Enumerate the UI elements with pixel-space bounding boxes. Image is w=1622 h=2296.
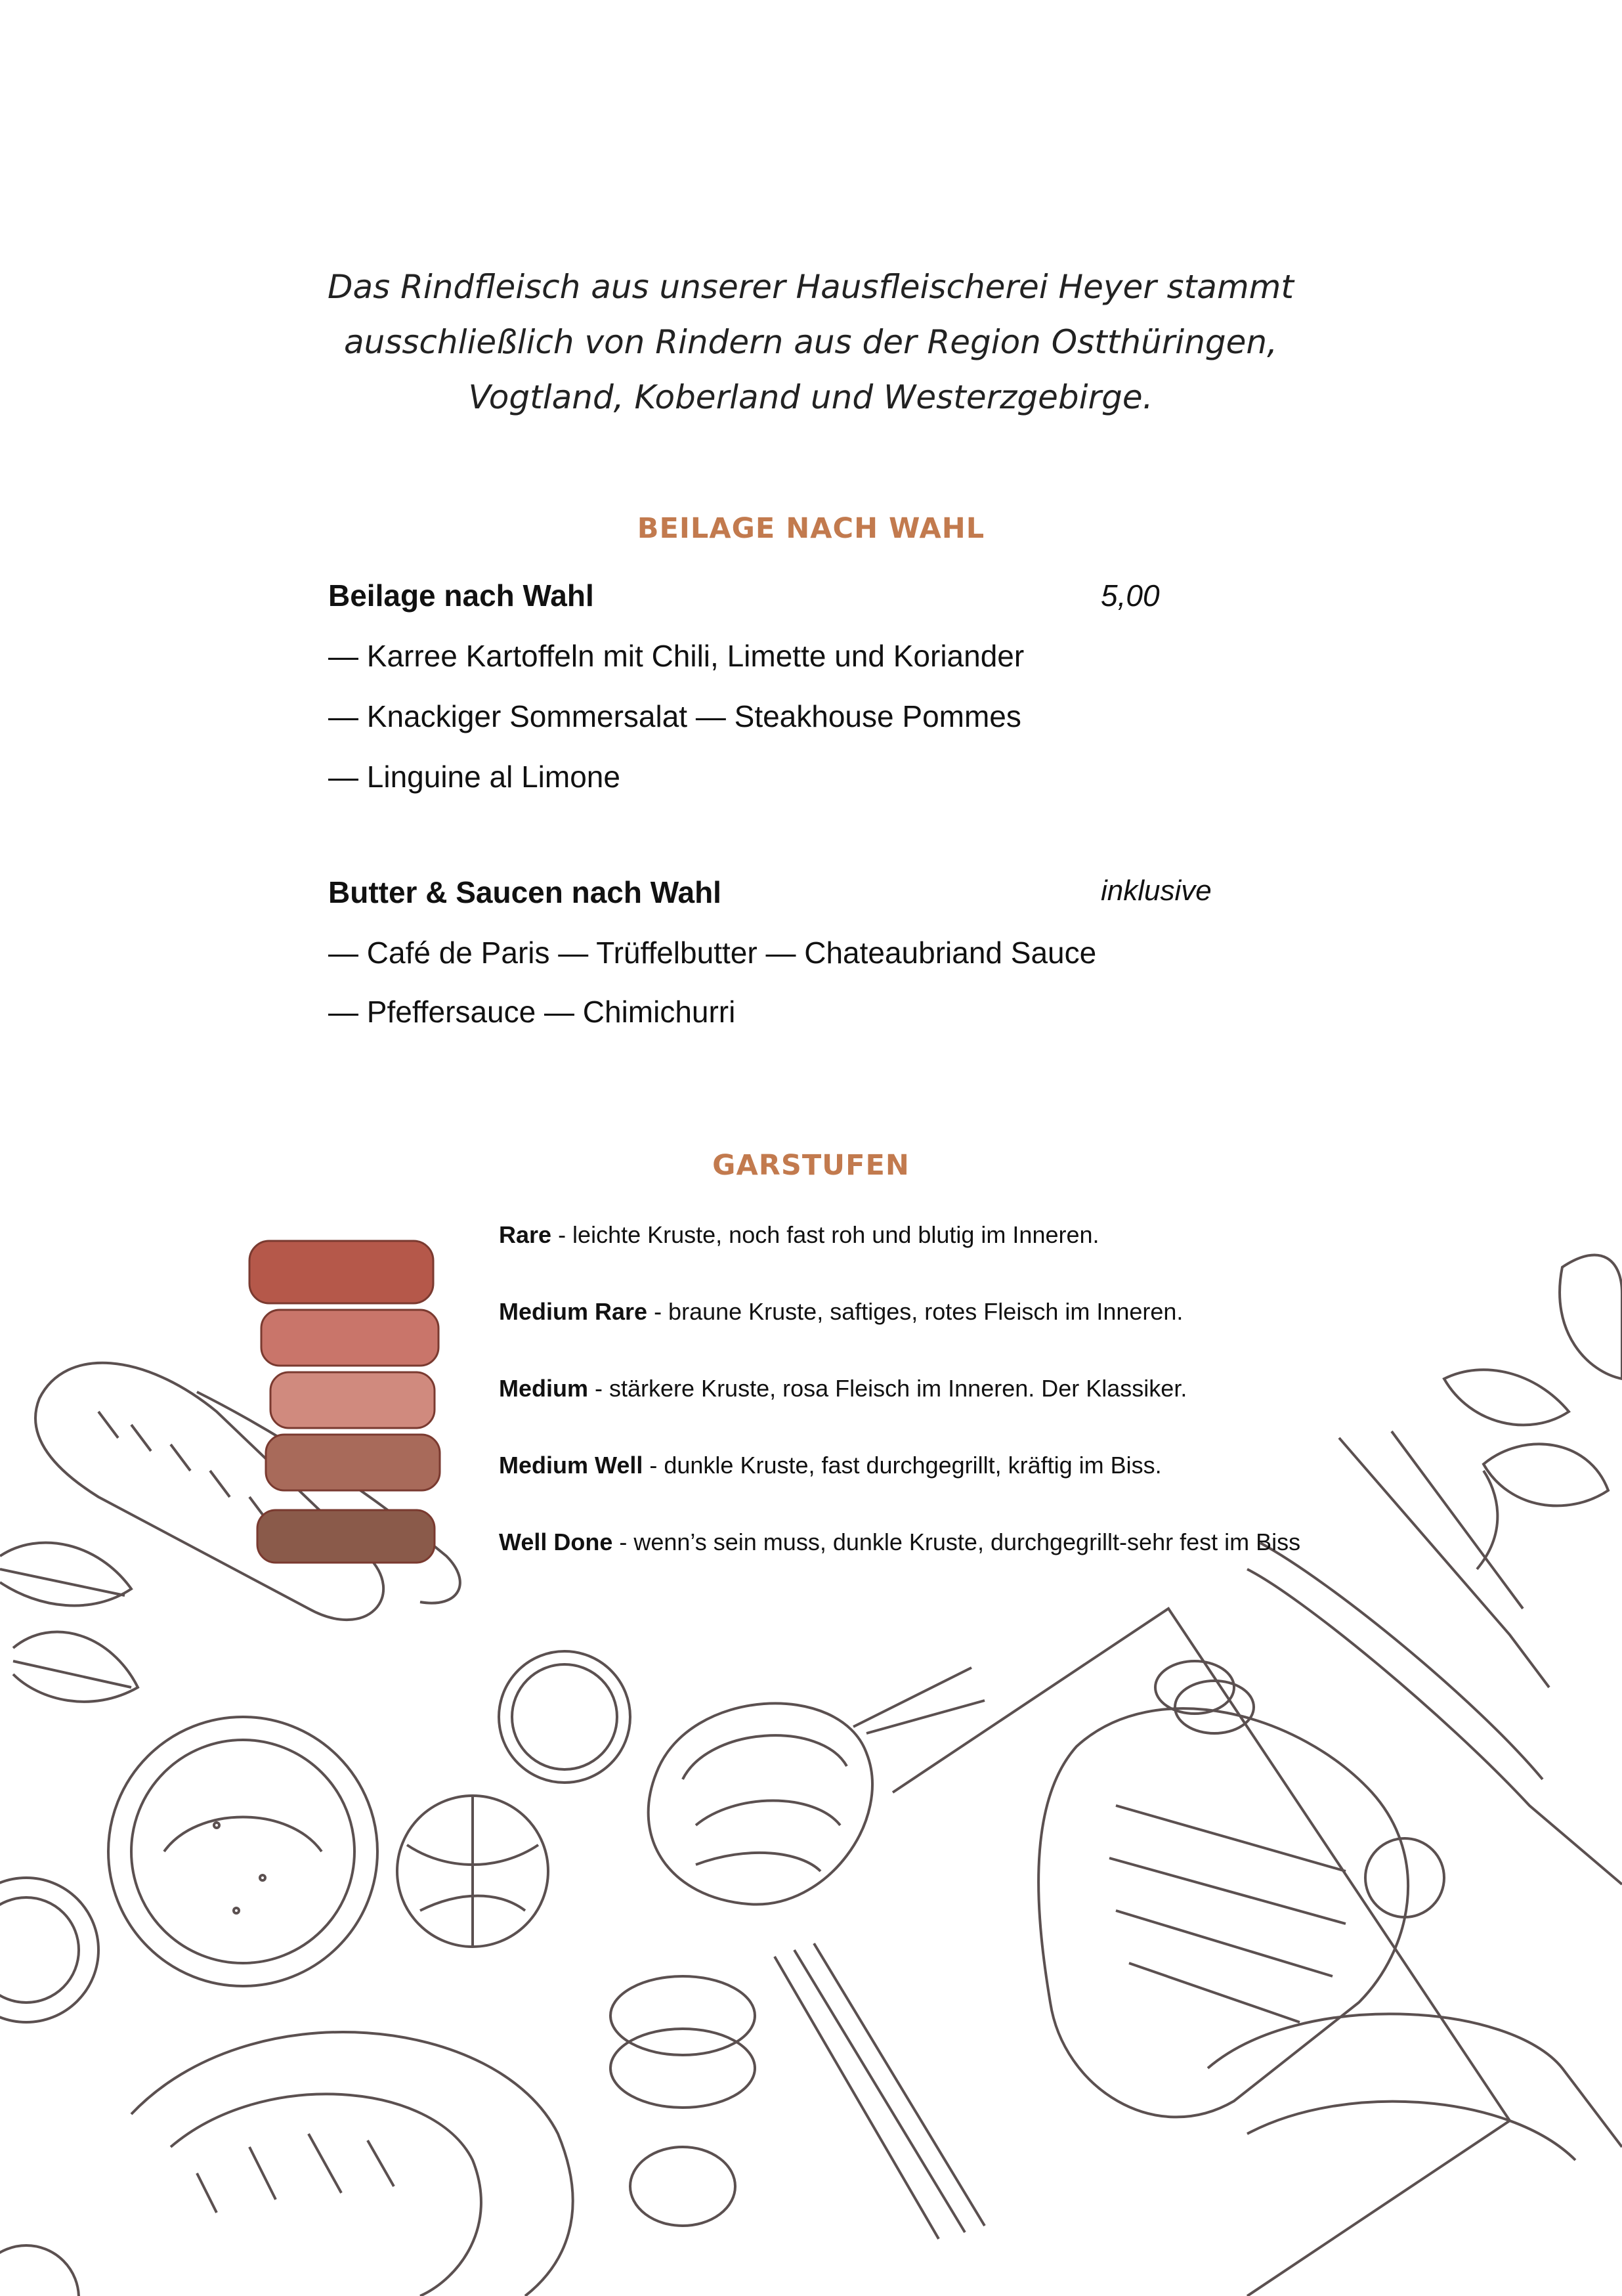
sauce-option: — Pfeffersauce — Chimichurri <box>328 995 736 1029</box>
beilage-heading: BEILAGE NACH WAHL <box>637 512 985 545</box>
plate-steak-icon <box>131 2032 573 2296</box>
intro-line: Das Rindfleisch aus unserer Hausfleischerei Heyer stammt <box>328 268 1294 306</box>
knife-icon <box>1247 1543 1622 1884</box>
doneness-item <box>499 1298 1183 1326</box>
zucchini-slices-icon <box>610 1976 755 2226</box>
steak-medium-rare <box>261 1310 438 1366</box>
sauce-price: inklusive <box>1101 875 1212 907</box>
doneness-name: Well Done <box>499 1528 613 1555</box>
beilage-option: — Linguine al Limone <box>328 760 620 794</box>
green-beans-icon <box>775 1943 985 2239</box>
tomato-icon <box>0 1838 1444 2296</box>
doneness-item <box>499 1452 1162 1479</box>
steak-rare <box>249 1241 433 1303</box>
lemon-icon <box>499 1651 630 1783</box>
doneness-name: Medium Rare <box>499 1298 648 1325</box>
doneness-desc: - stärkere Kruste, rosa Fleisch im Inneren. Der Klassiker. <box>588 1375 1187 1402</box>
intro-line: Vogtland, Koberland und Westerzgebirge. <box>468 378 1153 416</box>
doneness-desc: - wenn’s sein muss, dunkle Kruste, durchgegrillt-sehr fest im Biss <box>612 1528 1301 1555</box>
doneness-name: Medium Well <box>499 1452 643 1479</box>
sauce-title: Butter & Saucen nach Wahl <box>328 875 721 909</box>
sauce-bowl-icon <box>108 1717 377 1986</box>
beilage-title: Beilage nach Wahl <box>328 578 594 613</box>
sauce-option: — Café de Paris — Trüffelbutter — Chateaubriand Sauce <box>328 936 1097 970</box>
beilage-option: — Karree Kartoffeln mit Chili, Limette und Koriander <box>328 639 1025 673</box>
doneness-name: Medium <box>499 1375 589 1402</box>
doneness-name: Rare <box>499 1221 552 1248</box>
basil-leaves-icon <box>0 1543 138 1702</box>
carving-fork-icon <box>1339 1431 1549 1687</box>
steak-medium-well <box>266 1435 440 1490</box>
doneness-desc: - leichte Kruste, noch fast roh und blutig im Inneren. <box>551 1221 1099 1248</box>
doneness-desc: - dunkle Kruste, fast durchgegrillt, kräftig im Biss. <box>643 1452 1162 1479</box>
beilage-price: 5,00 <box>1101 578 1160 613</box>
doneness-item <box>499 1528 1300 1556</box>
steak-well-done <box>257 1510 435 1563</box>
doneness-item <box>499 1221 1099 1249</box>
basil-leaves-icon <box>1444 1255 1622 1505</box>
garstufen-heading: GARSTUFEN <box>712 1149 910 1182</box>
cutting-board-icon <box>893 1609 1622 2296</box>
small-bowl-icon <box>0 1878 98 2022</box>
intro-text <box>236 259 1385 425</box>
doneness-desc: - braune Kruste, saftiges, rotes Fleisch im Inneren. <box>647 1298 1184 1325</box>
doneness-item <box>499 1375 1187 1402</box>
steak-medium <box>270 1372 435 1428</box>
garlic-icon <box>397 1796 548 1947</box>
steak-stack-illustration <box>249 1241 440 1563</box>
beilage-option: — Knackiger Sommersalat — Steakhouse Pommes <box>328 699 1021 733</box>
intro-line: ausschließlich von Rindern aus der Region Ostthüringen, <box>344 323 1277 361</box>
onion-icon <box>649 1668 985 1905</box>
